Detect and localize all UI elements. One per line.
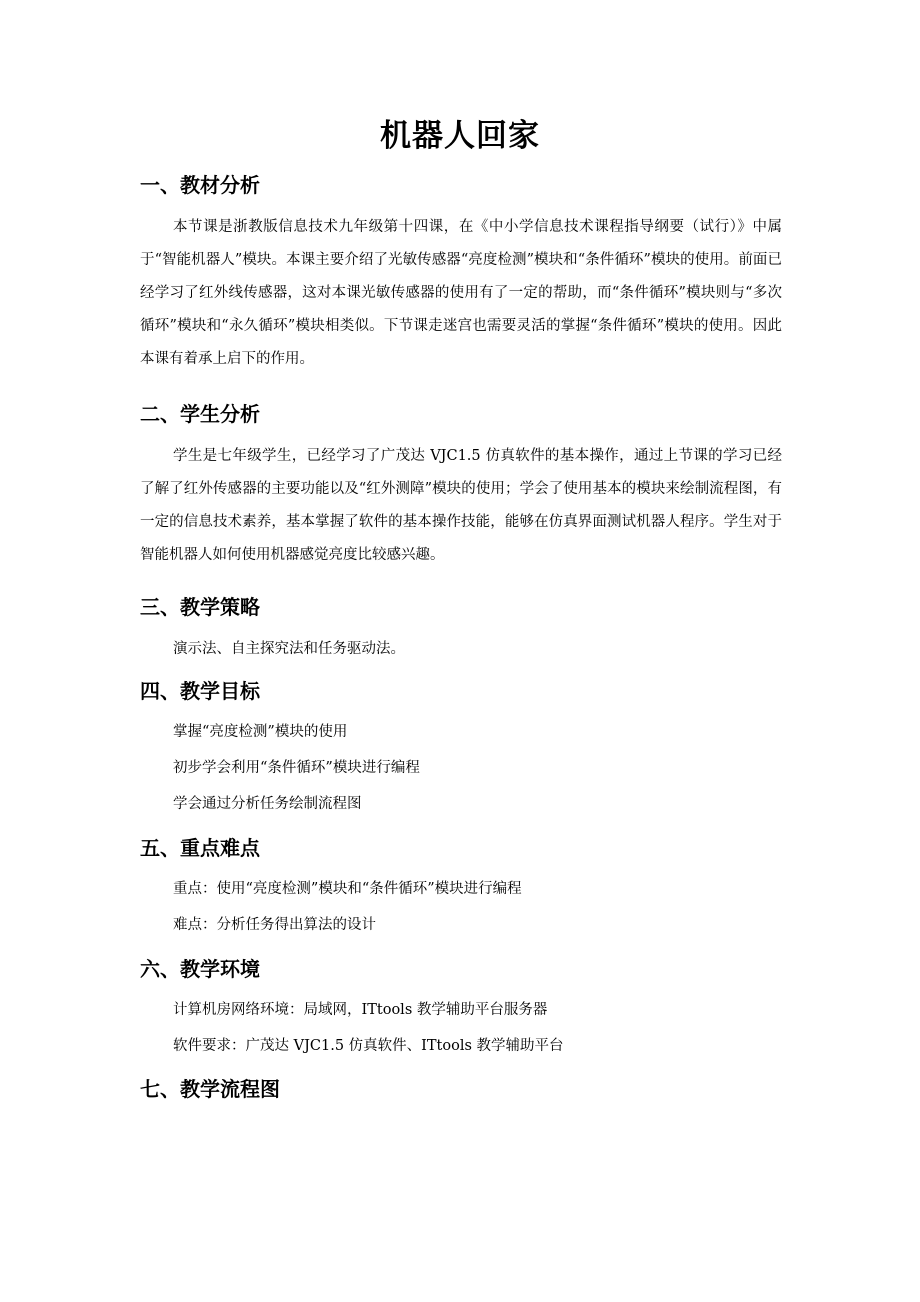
section-paragraph-textbook-analysis: 本节课是浙教版信息技术九年级第十四课，在《中小学信息技术课程指导纲要（试行）》中属于“智能机器人”模块。本课主要介绍了光敏传感器“亮度检测”模块和“条件循环”模块的使用。前面已经学习了红外线传感器，这对本课光敏传感器的使用有了一定的帮助，而“条件循环”模块则与“多次循环”模块和“永久循环”模块相类似。下节课走迷宫也需要灵活的掌握“条件循环”模块的使用。因此本课有着承上启下的作用。 [140, 219, 782, 367]
section-line-difficulty: 难点：分析任务得出算法的设计 [173, 917, 376, 933]
section-heading-textbook-analysis: 一、教材分析 [140, 173, 260, 197]
section-heading-student-analysis: 二、学生分析 [140, 402, 260, 426]
section-heading-teaching-environment: 六、教学环境 [140, 957, 260, 981]
section-line-goal-1: 掌握“亮度检测”模块的使用 [173, 724, 348, 740]
section-paragraph-student-analysis: 学生是七年级学生，已经学习了广茂达 VJC1.5 仿真软件的基本操作，通过上节课的学习已经了解了红外传感器的主要功能以及“红外测障”模块的使用；学会了使用基本的模块来绘制流程图，有一定的信息技术素养，基本掌握了软件的基本操作技能，能够在仿真界面测试机器人程序。学生对于智能机器人如何使用机器感觉亮度比较感兴趣。 [140, 448, 782, 563]
section-line-key-point: 重点：使用“亮度检测”模块和“条件循环”模块进行编程 [173, 881, 522, 897]
section-heading-teaching-strategy: 三、教学策略 [140, 595, 260, 619]
section-line-goal-3: 学会通过分析任务绘制流程图 [173, 796, 362, 812]
section-heading-teaching-goals: 四、教学目标 [140, 679, 260, 703]
section-line-network-environment: 计算机房网络环境：局域网，ITtools 教学辅助平台服务器 [173, 1002, 548, 1018]
section-heading-teaching-flowchart: 七、教学流程图 [140, 1077, 280, 1101]
section-line-software-requirement: 软件要求：广茂达 VJC1.5 仿真软件、ITtools 教学辅助平台 [173, 1038, 564, 1054]
section-heading-key-points: 五、重点难点 [140, 836, 260, 860]
section-line-goal-2: 初步学会利用“条件循环”模块进行编程 [173, 760, 420, 776]
section-line-teaching-strategy: 演示法、自主探究法和任务驱动法。 [173, 641, 405, 657]
document-title: 机器人回家 [380, 118, 540, 154]
